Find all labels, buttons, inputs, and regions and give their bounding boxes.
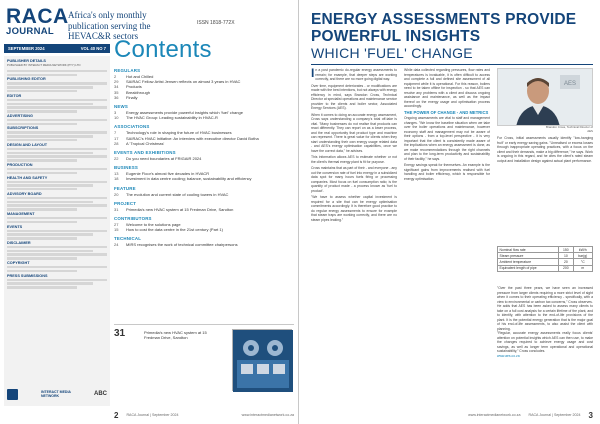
publisher-section-heading: PUBLISHER DETAILS (7, 59, 46, 63)
toc-section (114, 216, 294, 232)
toc-section (114, 150, 294, 161)
article-paragraph: While data collected regarding pressures, flow rates and temperatures is invaluable, it is often difficult to access and complete a full and defined site assessment of all equipment while it is operational. For this reason, boilers need to be taken offline for inspection - so that AES can resolve any problems with a client and discuss ongoing assistance and maintenance, as well as the impact thereof on the energy usage and optimisation process accordingly. (404, 68, 490, 108)
interact-media-logo-mark (7, 389, 18, 400)
publisher-text-line (7, 103, 93, 105)
hvac-building-illustration (233, 330, 293, 392)
toc-entry[interactable] (114, 141, 294, 146)
toc-page-number: 22 (114, 156, 119, 162)
article-paragraph: He adds that AES has been asked to assess many clients to take on a full cost analysis for a certain lifetime of the plant, and to identify, with attention to the end-of-life provisions of the plant. It is the potential energy generation that is the major goal of his end-of-life assessments, to also assist the client with planning. (497, 304, 593, 331)
publisher-text-line (7, 159, 77, 161)
article-paragraph: Cross maintains that as part of their - and everyone - any out the conversion rate of fuel into energy in a subsidized data spot for many hours fuels firing or processing companies. Most focus on fuel consumption ratio; is the quantity of product made - a process known as 'fuel to product'. (311, 166, 397, 193)
table-row (498, 265, 593, 271)
portrait-photo (497, 68, 593, 126)
logo-journal: JOURNAL (6, 26, 55, 37)
article-column-1 (311, 68, 397, 404)
issue-date: SEPTEMBER 2024 (8, 46, 45, 51)
toc-entry-label: A 'Tropical Christmas' (126, 140, 165, 146)
publisher-section-heading: HEALTH AND SAFETY (7, 175, 48, 180)
cover-story-page: 31 (114, 328, 126, 339)
lead-paragraph (311, 68, 397, 82)
article-subhead: WHICH 'FUEL' CHANGE (311, 45, 473, 61)
article-paragraph: When it comes to doing an accurate energy assessment, Cross says understanding a company's total off-take is vital. "Many businesses do not realise that products can react differently. They can report on as a lower process, and the real opportunity that product type and machine can represent. There is great value for clients when they start understanding their own energy usage related data - and AES's energy optimisation capabilities, once we have the correct data," he advises. (311, 112, 397, 153)
toc-page-number: 10 (114, 115, 119, 121)
toc-entry-label: The evolution and current state of cooling towers in HVAC (126, 191, 229, 197)
footer-left-url[interactable]: www.interactmedianetwork.co.za (241, 413, 294, 417)
tagline: Africa's only monthly publication serving the HEVAC&R sectors (68, 10, 151, 41)
publisher-text-line (7, 282, 93, 284)
publisher-text-line (7, 266, 107, 268)
portrait-caption: Brandon Cross, Technical Director of AES (545, 125, 593, 133)
table-cell-unit: bar(g) (573, 253, 592, 259)
cover-story (114, 324, 294, 394)
toc-section (114, 236, 294, 247)
article-column-2 (404, 68, 490, 404)
table-cell-label: Equivalent length of pipe (498, 265, 559, 271)
publisher-text-line (7, 253, 107, 255)
footer-right-url[interactable]: www.interactmedianetwork.co.za (468, 413, 521, 417)
page-number-right: 3 (588, 410, 593, 420)
toc-entry-label: How to cost the data centre in the 21st century (Part 1) (126, 227, 223, 233)
headline-divider (311, 64, 593, 65)
toc-section (114, 124, 294, 146)
toc-entry-label: Technology's role in shaping the future of HVAC businesses (126, 130, 232, 136)
footer-left-text: RACA Journal | September 2024 (126, 413, 179, 417)
issue-bar (4, 44, 110, 53)
toc-section (114, 68, 294, 100)
toc-page-number: 31 (114, 206, 119, 212)
publisher-text-line (7, 237, 77, 239)
publisher-text-line (7, 139, 77, 141)
publisher-details-column (4, 56, 110, 406)
toc-page-number: 17 (114, 135, 119, 141)
table-cell-label: Nominal flow rate (498, 247, 559, 253)
publisher-text-line (7, 233, 93, 235)
toc-entry[interactable] (114, 115, 294, 120)
table-cell-value: 150 (559, 247, 573, 253)
article-headline: ENERGY ASSESSMENTS PROVIDE POWERFUL INSIGHTS (311, 11, 577, 45)
brandon-cross-photo (498, 69, 593, 126)
toc-section-heading: PROJECT (114, 200, 137, 206)
publisher-text-line (7, 106, 107, 108)
toc-entry[interactable] (114, 242, 294, 247)
toc-section (114, 104, 294, 120)
publisher-text-line (7, 217, 107, 219)
publisher-section-heading: ADVISORY BOARD (7, 191, 42, 196)
publisher-text-line (7, 86, 93, 88)
table-cell-value: 10 (559, 253, 573, 259)
table-cell-label: Ambient temperature (498, 259, 559, 265)
publisher-section-heading: SUBSCRIPTIONS (7, 126, 39, 131)
article-paragraph: Ongoing assessments are vital to staff and management changes. "We know the baseline situation when we take over the boiler operations and maintenance, however economy staff and management may not be aware of their options - from a top-level perspective - it is very important that the client is consistently made aware of the implications when an energy assessment is done, as we make recommendations through the right channels and plan to the long-term productivity and sustainability of their facility," he says. (404, 116, 490, 161)
table-cell-value: 20 (559, 259, 573, 265)
toc-page-number: 20 (114, 191, 119, 197)
publisher-section-heading: PUBLISHING EDITOR (7, 77, 46, 82)
contents-page (0, 0, 299, 424)
publisher-section-heading: ADVERTISING (7, 113, 33, 118)
toc-entry[interactable] (114, 156, 294, 161)
article-page (301, 0, 600, 424)
publisher-text-line (7, 279, 107, 281)
toc-entry-label: MIRS recognises the work of technical committee chairpersons (126, 242, 238, 248)
article-paragraph: "We have to assess whether capital investment is required for a site that can be energy optimisation commitments accordingly. It is therefore good practice to do regular energy assessments to ensure for example that steam traps are working correctly, and there are no steam pipes leaking." (311, 195, 397, 222)
publisher-text-line (7, 155, 107, 157)
toc-entry-label: Eugenie Floor's almost five decades in HVACR (126, 171, 210, 177)
toc-entry-label: SAIRAC Fellow Artist Jensen reflects on almost 3 years in HVAC (126, 79, 241, 85)
raca-journal-logo (6, 5, 69, 37)
toc-entry-label: Products (126, 84, 142, 90)
publisher-section-heading: COPYRIGHT (7, 261, 30, 266)
toc-entry-label: Energy assessments provide powerful insights which 'fuel' change (126, 110, 243, 116)
toc-section-heading: BUSINESS (114, 165, 139, 171)
toc-section-heading: EVENTS AND EXHIBITIONS (114, 150, 176, 156)
table-cell-value: 200 (559, 265, 573, 271)
publisher-text-line (7, 74, 77, 76)
table-cell-unit: kW/h (573, 247, 592, 253)
portrait-label: AES (564, 81, 577, 87)
toc-page-number: 2 (114, 74, 117, 79)
cover-story-text: Primedia's new HVAC system at 15 Fredman Drive, Sandton (144, 330, 207, 340)
publisher-text-line (7, 246, 107, 248)
table-cell-unit: °C (573, 259, 592, 265)
article-paragraph: Over time, equipment deteriorates - or modifications are made with the best intentions, but not always with energy efficiency in mind, says Brandon Cross, Technical Director at specialist operations and maintenance service provider to the clients and boiler sector, Associated Energy Services (AES). (311, 83, 397, 110)
table-cell-unit: m (573, 265, 592, 271)
logo-race: RACA (6, 5, 69, 28)
publisher-text-line (7, 208, 77, 210)
article-column-3-lower (497, 286, 593, 404)
toc-page-number: 34 (114, 84, 119, 90)
publisher-text-line (7, 152, 93, 154)
publisher-section-heading: EVENTS (7, 224, 23, 229)
drop-cap: I (311, 68, 315, 80)
publisher-section-heading: DISCLAIMER (7, 240, 31, 245)
toc-page-number: 18 (114, 176, 119, 182)
toc-page-number: 35 (114, 89, 119, 95)
publisher-text-line (7, 184, 93, 186)
toc-page-number: 27 (114, 222, 119, 228)
toc-entry-label: Breakthrough (126, 89, 151, 95)
article-paragraph: "Regular, accurate energy assessments really focus clients' attention on potential insights which AES can then use, to make the changes required to achieve energy usage and cost savings, as well as longer term operational and operational sustainability," Cross concludes. (497, 331, 593, 353)
toc-page-number: 3 (114, 110, 117, 116)
toc-entry-label: Primedia's new HVAC system at 15 Fredman Drive, Sandton (126, 206, 234, 212)
publisher-text-line (7, 70, 107, 72)
toc-section-heading: FEATURE (114, 185, 136, 191)
toc-entry-label: Do you need boundaries at FRIGAIR 2024 (126, 156, 202, 162)
abc-logo: ABC (94, 391, 107, 397)
publisher-text-line (7, 250, 93, 252)
publisher-logos (4, 384, 110, 404)
toc-page-number: 15 (114, 227, 119, 233)
cover-story-image (232, 329, 292, 391)
publisher-text-line (7, 148, 107, 150)
toc-section (114, 201, 294, 212)
page-number-left: 2 (114, 410, 119, 420)
toc-page-number: 7 (114, 130, 117, 136)
lead-paragraph-text: n a post pandemic do-regular energy assessments to remain; for example, that deeper steps are working correctly, and there are no more going digital way. (315, 68, 397, 81)
publisher-text-line (7, 188, 77, 190)
toc-page-number: 36 (114, 94, 119, 100)
toc-section-heading: NEWS (114, 104, 128, 110)
toc-section-heading: CONTRIBUTORS (114, 216, 152, 222)
table-of-contents (114, 68, 294, 252)
interact-media-logo-text: INTERACT MEDIA NETWORK (41, 390, 71, 398)
publisher-text-line (7, 230, 107, 232)
toc-page-number: 29 (114, 79, 119, 85)
publisher-section-heading: PRESS SUBMISSIONS (7, 273, 48, 278)
publisher-text-line (7, 270, 77, 272)
toc-entry-label: The HVAC Group: Leading sustainability in HVAC-R (126, 115, 218, 121)
publisher-text-line (7, 82, 107, 84)
publisher-section-heading: DESIGN AND LAYOUT (7, 142, 48, 147)
publisher-text-line (7, 197, 107, 199)
toc-entry[interactable] (114, 192, 294, 197)
toc-section (114, 186, 294, 197)
publisher-text-line (7, 181, 107, 183)
article-signoff-url[interactable]: www.aes.co.za (497, 353, 520, 358)
toc-entry[interactable] (114, 176, 294, 181)
article-paragraph: For Cross, initial assessments usually identify "low-hanging fruit" or early energy saving gains. "Unrealised or excess losses through inappropriate operating practices, with a focus on the client and their demands, make a big difference," he says. Work is ongoing in this regard, and he cites the client's rated steam output and installation design against actual plant performance. (497, 136, 593, 163)
issn: ISSN 1818-772X (197, 20, 235, 26)
footer-left (114, 410, 294, 420)
publisher-text-line (7, 221, 77, 223)
footer-right (311, 410, 593, 420)
publisher-text-line (7, 204, 107, 206)
toc-page-number: 24 (114, 242, 119, 248)
toc-section-heading: TECHNICAL (114, 236, 142, 242)
footer-right-text: RACA Journal | September 2024 (528, 413, 581, 417)
toc-entry-label: Welcome to the solutions page (126, 222, 181, 228)
publisher-section-heading: EDITOR (7, 93, 22, 98)
publisher-section-heading: MANAGEMENT (7, 211, 35, 216)
article-paragraph: "Over the past three years, we have seen an increased pressure from larger clients requiring a more strict level of sight when it comes to their operating efficiency - specifically, with a view to environmental or carbon tax concerns," Cross observes. (497, 286, 593, 304)
publisher-text-line (7, 99, 107, 101)
toc-entry[interactable] (114, 227, 294, 232)
publisher-text-line (7, 110, 77, 112)
publisher-section-text: PUBLISHED BY INTERACT MEDIA NETWORK (PTY) LTD (7, 63, 81, 67)
publisher-text-line (7, 286, 77, 288)
article-subheading: THE POWER OF CHANGE - AND METRICS (404, 109, 489, 115)
publisher-text-line (7, 131, 107, 133)
contents-title: Contents (114, 36, 212, 63)
toc-entry[interactable] (114, 95, 294, 100)
toc-page-number: 13 (114, 171, 119, 177)
publisher-text-line (7, 168, 107, 170)
toc-entry[interactable] (114, 207, 294, 212)
toc-section-heading: REGULARS (114, 68, 141, 73)
toc-entry-label: Investment in data centre cooling; balance, sustainability and efficiency (126, 176, 252, 182)
specification-table (497, 246, 593, 272)
publisher-text-line (7, 119, 107, 121)
issue-volume: VOL 40 NO 7 (80, 46, 106, 51)
article-paragraph: Energy savings speak for themselves. An example is the significant gains from improvements realised with fuel handling and boiler efficiency, which is responsible for energy optimisation. (404, 163, 490, 181)
publisher-text-line (7, 257, 77, 259)
publisher-text-line (7, 172, 77, 174)
toc-page-number: 28 (114, 140, 119, 146)
publisher-text-line (7, 201, 93, 203)
publisher-text-line (7, 123, 77, 125)
toc-entry-label: Finally (126, 94, 138, 100)
article-paragraph: This information allows AES to estimate whether or not the client's thermal energy plant is fit for purpose. (311, 155, 397, 164)
table-cell-label: Steam pressure (498, 253, 559, 259)
publisher-text-line (7, 90, 77, 92)
toc-section-heading: ASSOCIATIONS (114, 124, 150, 130)
publisher-section-heading: PRODUCTION (7, 162, 33, 167)
toc-entry-label: SAIRAC's HVAC Initiative: An interview with executive director David Botha (126, 135, 259, 141)
toc-entry-label: Hot and Chilled (126, 74, 154, 79)
toc-section (114, 165, 294, 181)
publisher-text-line (7, 135, 93, 137)
